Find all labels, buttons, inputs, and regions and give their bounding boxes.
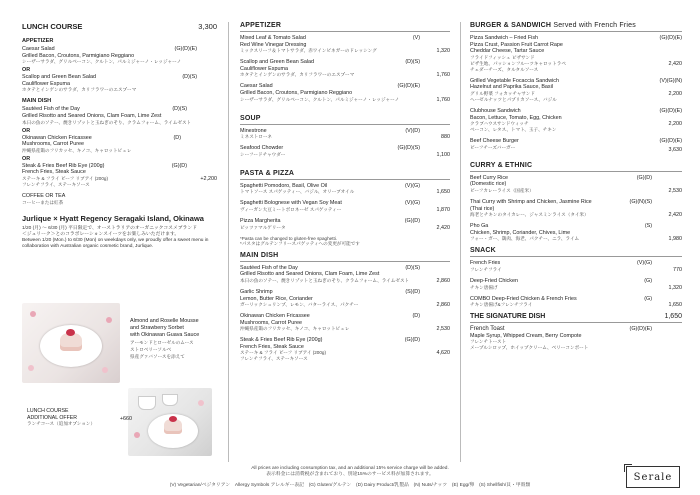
or-label: OR (22, 155, 31, 162)
dessert-photo (22, 303, 120, 383)
item-price: 2,860 (436, 277, 450, 284)
allergy-code: (D)(S) (405, 59, 420, 66)
allergy-code: (G)(D)(S) (397, 145, 420, 152)
allergy-code: (G)(D) (404, 217, 420, 224)
section-heading: PASTA & PIZZA (240, 170, 450, 180)
item-price: 2,860 (436, 302, 450, 309)
item-price: 2,200 (668, 121, 682, 128)
menu-item: Sautéed Fish of the Day Grilled Risotto and Seared Onions, Clam Foam, Lime Zest 本日の魚のソテー、焼きリゾットと玉ねぎのそり、クラムフォーム、ライムゼスト (D)(S) 2,860 (240, 264, 450, 284)
drink-item: COFFEE OR TEA コーヒーまたは紅茶 (22, 192, 66, 205)
menu-item: Steak & Fries Beef Rib Eye (200g) French Fries, Steak Sauce ステーキ & フライ ビーフ リブアイ (200g) フレンチフライ、ステーキソース (G)(D) +2,200 (22, 162, 217, 187)
item-price: 4,620 (436, 350, 450, 357)
lunch-course-price: 3,300 (198, 22, 217, 31)
lunch-additional-offer: LUNCH COURSE ADDITIONAL OFFER ランチコース（追加オプション） +660 (27, 408, 132, 427)
allergy-code: (G)(D) (171, 162, 187, 169)
item-price: 1,760 (436, 72, 450, 79)
lunch-course-title: LUNCH COURSE (22, 22, 83, 31)
price-note: All prices are including consumption tax, and an additional 15% service charge will be added. 表示料金には消費税が含まれており、別途15%のサービス料が加算されます。 (251, 466, 449, 477)
column-divider (228, 22, 229, 462)
allergy-code: (S)(D) (405, 288, 420, 295)
menu-item: Spaghetti Bolognese with Vegan Soy Meat ヴィーガン大豆ミートボロネーゼ スパゲッティー (V)(G) 1,870 (240, 200, 450, 213)
menu-item: Beef Curry Rice (Domestic rice) ビーフカレーライス（国産米） (G)(D) 2,530 (470, 174, 682, 194)
extra-price: +2,200 (200, 175, 217, 182)
item-price: 1,320 (668, 284, 682, 291)
allergy-code: (D)(S) (182, 74, 197, 81)
menu-item: Deep-Fried Chicken チキン唐揚げ (G) 1,320 (470, 277, 682, 291)
menu-item: Thai Curry with Shrimp and Chicken, Jasmine Rice (Thai rice) 海老とチキンのタイカレー、ジャスミンライス（タイ米） (G)(N)(S) 2,420 (470, 198, 682, 219)
signature-price: 1,650 (664, 313, 682, 321)
menu-item: Sautéed Fish of the Day Grilled Risotto and Seared Onions, Clam Foam, Lime Zest 本日の魚のソテー、焼きリゾットと玉ねぎのそり、クラムフォーム、ライムゼスト (D)(S) (22, 106, 192, 125)
section-heading: MAIN DISH (240, 252, 450, 262)
allergy-code: (V)(G) (405, 200, 420, 207)
menu-item: Spaghetti Pomodoro, Basil, Olive Oil トマトソース スパゲッティー、バジル、オリーブオイル (V)(G) 1,650 (240, 182, 450, 196)
menu-item: Mixed Leaf & Tomato Salad Red Wine Vinegar Dressing ミックスリーフ＆トマトサラダ、赤ワインビネガーのドレッシング (V) 1,320 (240, 35, 450, 55)
allergy-code: (V)(G) (405, 182, 420, 189)
section-heading: SOUP (240, 115, 450, 125)
allergy-code: (D) (173, 134, 181, 141)
dessert-set-photo (128, 388, 212, 456)
menu-item: Scallop and Green Bean Salad Cauliflower Espuma ホタテとインゲンのサラダ、カリフラワーのエスプーマ (D)(S) 1,760 (240, 59, 450, 79)
item-price: 1,650 (668, 302, 682, 309)
menu-item: Clubhouse Sandwich Bacon, Lettuce, Tomato, Egg, Chicken クラブハウスサンドウィッチ ベーコン、レタス、トマト、玉子、チキン (G)(D)(E) 2,200 (470, 107, 682, 133)
burger-curry-column (470, 22, 682, 356)
item-price: 1,100 (436, 151, 450, 158)
menu-item: Pizza Margherita ピッツァマルゲリータ (G)(D) 2,420 (240, 217, 450, 231)
menu-item: Caesar Salad Grilled Bacon, Croutons, Parmigiano Reggiano シーザーサラダ、グリルベーコン、クルトン、パルミジャーノ・レッジャーノ (G)(D)(E) 1,760 (240, 83, 450, 103)
allergy-code: (G)(D) (404, 337, 420, 344)
allergy-code: (G) (644, 295, 652, 302)
a-la-carte-column (240, 22, 450, 367)
item-price: 1,870 (436, 206, 450, 213)
item-price: 1,650 (436, 189, 450, 196)
item-price: 1,980 (668, 236, 682, 243)
item-price: 770 (673, 266, 682, 273)
lunch-course-header (22, 22, 217, 31)
promo-title: Jurlique × Hyatt Regency Seragaki Island, Okinawa (22, 213, 204, 223)
menu-item: Steak & Fries Beef Rib Eye (200g) French Fries, Steak Sauce ステーキ & フライ ビーフ リブアイ (200g) フレンチフライ、ステーキソース (G)(D) 4,620 (240, 337, 450, 362)
or-label: OR (22, 67, 31, 74)
allergy-code: (G)(N)(S) (629, 198, 652, 205)
menu-item: Okinawan Chicken Fricassee Mushrooms, Carrot Puree 沖縄県産鶏のフリカッセ、キノコ、キャロットピュレ (D) 2,530 (240, 313, 450, 333)
item-price: 1,760 (436, 96, 450, 103)
menu-item: Caesar Salad Grilled Bacon, Croutons, Parmigiano Reggiano シーザーサラダ、グリルベーコン、クルトン、パルミジャーノ・レッジャーノ (G)(D)(E) (22, 46, 197, 65)
menu-item: Pho Ga Chicken, Shrimp, Coriander, Chives, Lime フォー・ガー、鶏肉、海老、パクチー、ニラ、ライム (S) 1,980 (470, 223, 682, 243)
additional-offer-price: +660 (119, 416, 132, 422)
item-price: 2,530 (668, 187, 682, 194)
section-heading: CURRY & ETHNIC (470, 162, 682, 172)
allergy-code: (V)(G) (637, 260, 652, 267)
allergy-code: (V) (412, 35, 420, 41)
menu-item: French Toast Maple Syrup, Whipped Cream, Berry Compote フレンチトースト メープルシロップ、ホイップクリーム、ベリーコンポート (G)(D)(E) (470, 326, 652, 351)
item-price: 2,420 (436, 224, 450, 231)
allergy-code: (D)(S) (172, 106, 187, 113)
menu-item: Beef Cheese Burger ビーフチーズバーガー (G)(D)(E) 3,630 (470, 138, 682, 153)
allergy-legend: (V) Vegetarian/ベジタリアン Allergy Symbols アレルギー表記 (G) Gluten/グルテン (D) Dairy Product/乳製品 (N) Nuts/ナッツ (E) Egg/卵 (S) Shellfish/貝・甲殻類 (169, 483, 531, 488)
allergy-code: (G)(D)(E) (659, 107, 682, 114)
promo-text-jp: ＜ジュリーク＞とのコラボレーションスイーツをお楽しみいただけます。 (22, 231, 180, 237)
promo-text-jp: 1/20 (月) ～ 6/30 (月) 平日限定で、オーストラリアのオーガニックコスメブランド (22, 225, 197, 231)
section-heading: BURGER & SANDWICH Served with French Fries (470, 22, 682, 32)
or-label: OR (22, 127, 31, 134)
allergy-code: (G)(D) (636, 174, 652, 181)
lunch-column (22, 22, 217, 250)
item-price: 2,200 (668, 90, 682, 97)
item-price: 2,530 (436, 326, 450, 333)
menu-item: COMBO Deep-Fried Chicken & French Fries チキン唐揚げ&フレンチフライ (G) 1,650 (470, 295, 682, 309)
lunch-appetizer-heading: APPETIZER (22, 38, 54, 44)
menu-item: Scallop and Green Bean Salad Cauliflower Espuma ホタテとインゲンのサラダ、カリフラワーのエスプーマ (D)(S) (22, 74, 197, 93)
signature-heading: THE SIGNATURE DISH 1,650 (470, 313, 682, 323)
item-price: 3,630 (668, 146, 682, 153)
column-divider (460, 22, 461, 462)
section-heading: SNACK (470, 247, 682, 257)
menu-item: Okinawan Chicken Fricassee Mushrooms, Carrot Puree 沖縄県産鶏のフリカッセ、キノコ、キャロットピュレ (D) (22, 134, 181, 153)
menu-item: Garlic Shrimp Lemon, Butter Rice, Coriander ガーリックシュリンプ、レモン、バターライス、パクチー (S)(D) 2,860 (240, 288, 450, 309)
section-heading: APPETIZER (240, 22, 450, 32)
allergy-code: (V)(D) (405, 127, 420, 134)
menu-item: Minestrone ミネストローネ (V)(D) 880 (240, 127, 450, 141)
allergy-code: (G)(D)(E) (659, 138, 682, 145)
menu-item: Seafood Chowder シーフードチャウダー (G)(D)(S) 1,100 (240, 145, 450, 158)
item-price: 2,420 (668, 60, 682, 67)
allergy-code: (D)(S) (405, 264, 420, 271)
serale-logo: Serale (626, 466, 680, 488)
lunch-main-heading: MAIN DISH (22, 98, 52, 105)
menu-item: Grilled Vegetable Focaccia Sandwich Hazelnut and Paprika Sauce, Basil グリル野菜 フォカッチャサンド ヘーゼルナッツとパプリカソース、バジル (V)(G)(N) 2,200 (470, 77, 682, 102)
allergy-code: (G)(D)(E) (397, 83, 420, 90)
item-price: 2,420 (668, 212, 682, 219)
allergy-code: (D) (412, 313, 420, 320)
menu-item: French Fries フレンチフライ (V)(G) 770 (470, 260, 682, 273)
allergy-code: (G) (644, 277, 652, 284)
allergy-code: (S) (644, 223, 652, 230)
menu-item: Pizza Sandwich – Fried Fish Pizza Crust, Passion Fruit Carrot Rape Cheddar Cheese, Tartar Sauce フライドフィッシュ ピザサンド ピザ生地、パッションフルーツキャロットラペ チェダーチーズ、タルタルソース (G)(D)(E) 2,420 (470, 35, 682, 72)
item-price: 1,320 (436, 48, 450, 55)
dessert-description: Almond and Roselle Mousse and Strawberry Sorbet with Okinawan Guava Sauce アーモンドとローゼルのムース ストロベリーソルベ 県産グァバソースを添えて (130, 318, 200, 359)
item-price: 880 (441, 134, 450, 141)
pasta-note: *Pasta can be changed to gluten-free spaghetti. *パスタはグルテンフリースパゲッティへの変更が可能です (240, 235, 360, 247)
allergy-code: (G)(D)(E) (629, 326, 652, 333)
allergy-code: (V)(G)(N) (659, 77, 682, 84)
promo-text-en: Between 1/20 (Mon.) to 6/30 (Mon) on weekdays only, we proudly offer a sweet menu in collaboration with Australian organic cosmetic brand, Jurlique. (22, 237, 209, 250)
allergy-code: (G)(D)(E) (659, 35, 682, 41)
allergy-code: (G)(D)(E) (174, 46, 197, 52)
